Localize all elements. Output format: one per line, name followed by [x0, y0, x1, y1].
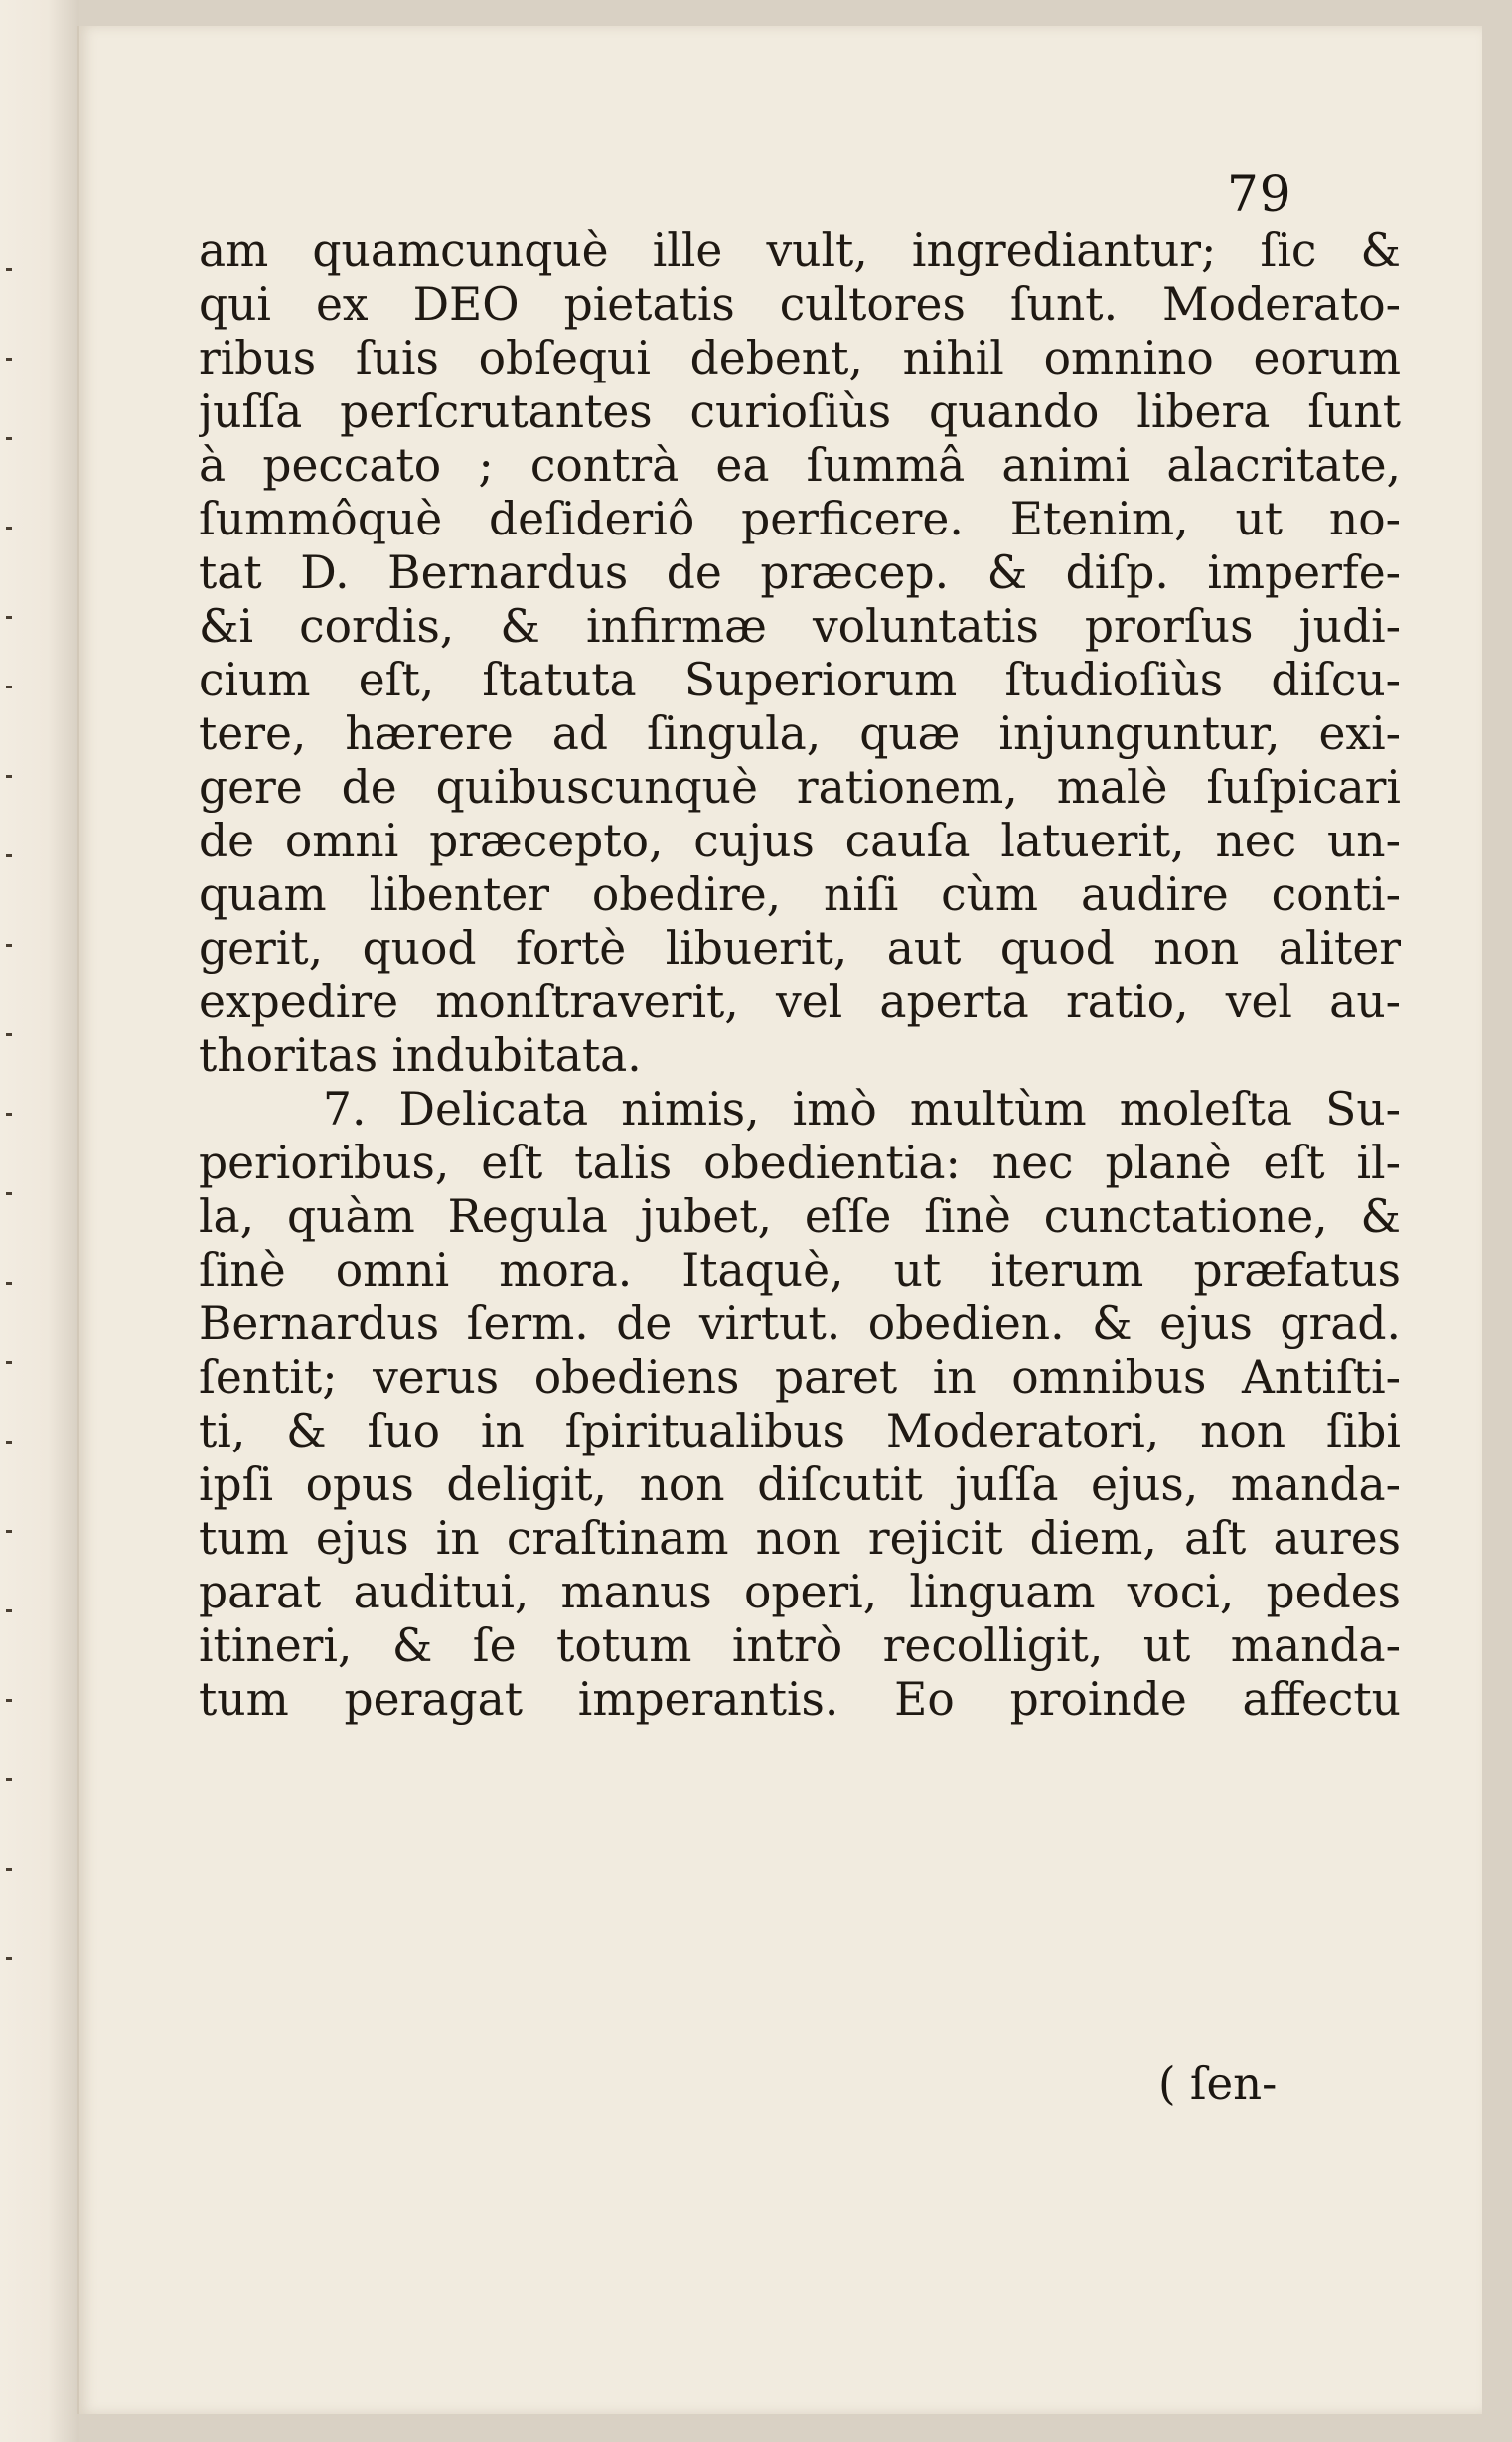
text-line: ribus ſuis obſequi debent, nihil omnino eorum: [199, 332, 1401, 384]
text-line: ſinè omni mora. Itaquè, ut iterum præfatus: [199, 1244, 1401, 1297]
text-line: juſſa perſcrutantes curioſiùs quando libera ſunt: [199, 385, 1401, 438]
text-line: thoritas indubitata.: [199, 1029, 642, 1082]
text-line: ſentit; verus obediens paret in omnibus Antiſti-: [199, 1351, 1401, 1404]
text-line: quam libenter obedire, niſi cùm audire conti-: [199, 868, 1401, 921]
book-page: [77, 26, 1482, 2414]
text-line: la, quàm Regula jubet, eſſe ſinè cunctatione, &: [199, 1190, 1401, 1243]
text-line: ti, & ſuo in ſpiritualibus Moderatori, non ſibi: [199, 1405, 1401, 1457]
text-line: cium eſt, ſtatuta Superiorum ſtudioſiùs diſcu-: [199, 654, 1401, 706]
text-line: gere de quibuscunquè rationem, malè ſuſpicari: [199, 761, 1401, 814]
text-line: itineri, & ſe totum intrò recolligit, ut manda-: [199, 1619, 1401, 1672]
text-line: tum ejus in craſtinam non rejicit diem, aſt aures: [199, 1512, 1401, 1565]
text-line: am quamcunquè ille vult, ingrediantur; ſic &: [199, 225, 1401, 277]
text-line: qui ex DEO pietatis cultores ſunt. Moderato-: [199, 278, 1401, 331]
text-line: parat auditui, manus operi, linguam voci, pedes: [199, 1566, 1401, 1618]
catchword: ( ſen-: [1158, 2058, 1278, 2110]
facing-page-edge: [0, 0, 79, 2442]
text-line: tum peragat imperantis. Eo proinde affectu: [199, 1673, 1401, 1726]
text-line: ipſi opus deligit, non diſcutit juſſa ejus, manda-: [199, 1458, 1401, 1511]
body-text: [199, 225, 1401, 1727]
facing-page-bleed-marks: [0, 248, 24, 2136]
text-line: ſummôquè deſideriô perficere. Etenim, ut no-: [199, 493, 1401, 545]
text-line: tat D. Bernardus de præcep. & diſp. imperfe-: [199, 546, 1401, 599]
text-line: tere, hærere ad ſingula, quæ injunguntur, exi-: [199, 707, 1401, 760]
text-line: expedire monſtraverit, vel aperta ratio, vel au-: [199, 976, 1401, 1028]
text-line: &i cordis, & infirmæ voluntatis prorſus judi-: [199, 600, 1401, 653]
text-line: de omni præcepto, cujus cauſa latuerit, nec un-: [199, 815, 1401, 867]
text-line: gerit, quod fortè libuerit, aut quod non aliter: [199, 922, 1401, 975]
page-number: 79: [1227, 165, 1292, 223]
text-line: à peccato ; contrà ea ſummâ animi alacritate,: [199, 439, 1401, 492]
text-line: perioribus, eſt talis obedientia: nec planè eſt il-: [199, 1137, 1401, 1189]
paragraph-start-line: 7. Delicata nimis, imò multùm moleſta Su-: [323, 1083, 1401, 1136]
text-line: Bernardus ſerm. de virtut. obedien. & ejus grad.: [199, 1297, 1401, 1350]
